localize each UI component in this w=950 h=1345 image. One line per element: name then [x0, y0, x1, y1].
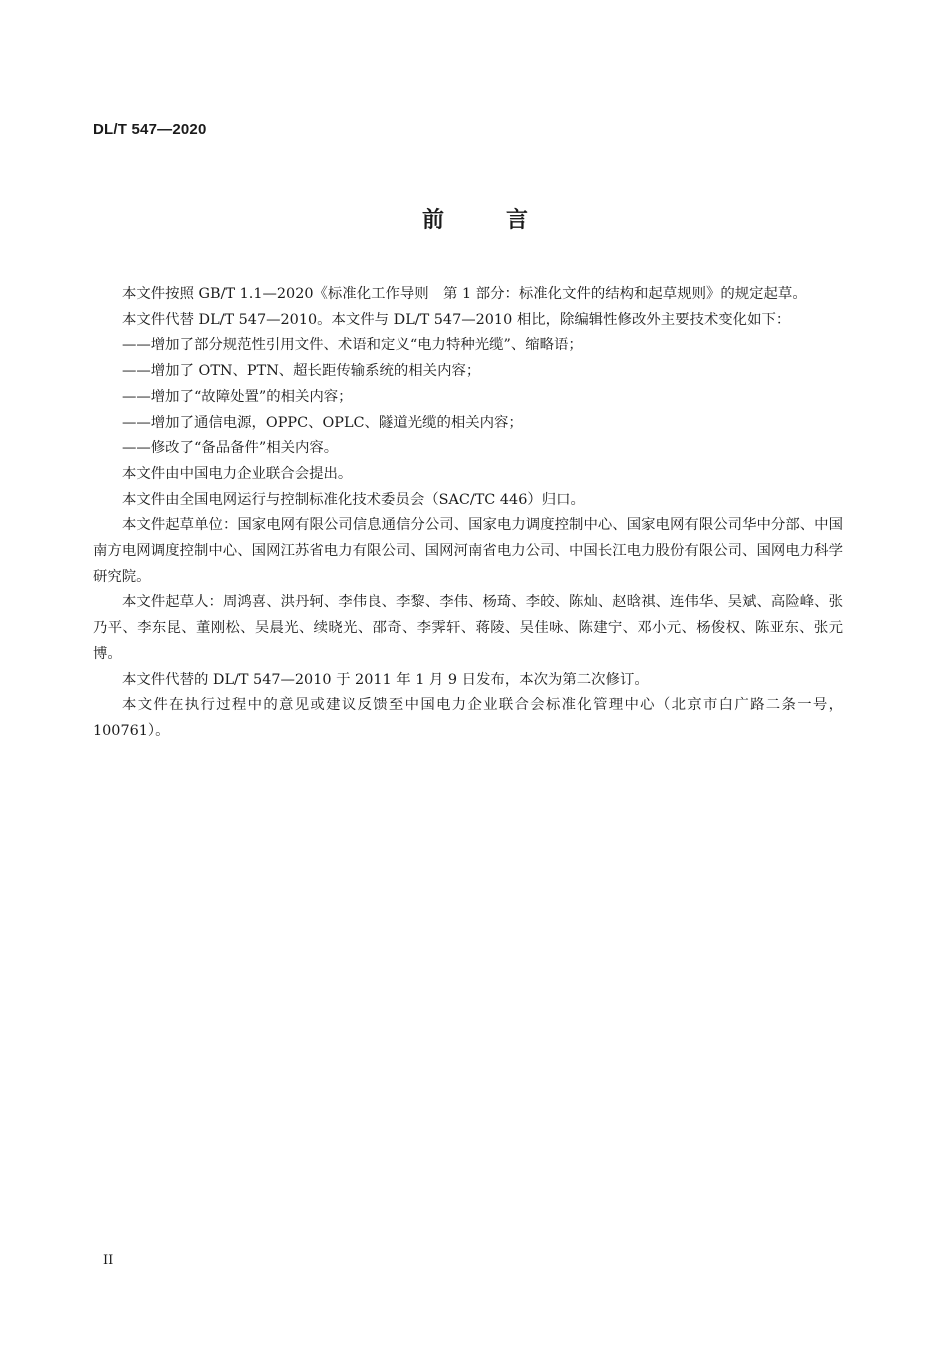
title-char-2: 言 [506, 208, 529, 233]
paragraph-drafting-units: 本文件起草单位：国家电网有限公司信息通信分公司、国家电力调度控制中心、国家电网有限公司华中分部、中国南方电网调度控制中心、国网江苏省电力有限公司、国网河南省电力公司、中国长江电力股份有限公司、国网电力科学研究院。 [93, 517, 843, 585]
page-number: II [103, 1253, 114, 1268]
paragraph-drafters: 本文件起草人：周鸿喜、洪丹轲、李伟良、李黎、李伟、杨琦、李皎、陈灿、赵晗祺、连伟华、吴斌、高险峰、张乃平、李东昆、董刚松、吴晨光、续晓光、邵奇、李霁轩、蒋陵、吴佳咏、陈建宁、邓小元、杨俊权、陈亚东、张元博。 [93, 594, 843, 662]
paragraph-history: 本文件代替的 DL/T 547—2010 于 2011 年 1 月 9 日发布，本次为第二次修订。 [122, 671, 649, 688]
paragraph-feedback: 本文件在执行过程中的意见或建议反馈至中国电力企业联合会标准化管理中心（北京市白广路二条一号，100761）。 [93, 697, 843, 739]
change-item: ——修改了“备品备件”相关内容。 [122, 440, 339, 457]
foreword-body [93, 282, 843, 745]
paragraph-committee: 本文件由全国电网运行与控制标准化技术委员会（SAC/TC 446）归口。 [122, 491, 585, 508]
change-item: ——增加了“故障处置”的相关内容； [122, 388, 353, 405]
paragraph-proposer: 本文件由中国电力企业联合会提出。 [122, 465, 353, 482]
paragraph-replacement: 本文件代替 DL/T 547—2010。本文件与 DL/T 547—2010 相比，除编辑性修改外主要技术变化如下： [122, 311, 791, 328]
title-char-1: 前 [421, 208, 444, 233]
change-item: ——增加了 OTN、PTN、超长距传输系统的相关内容； [122, 363, 481, 380]
change-item: ——增加了通信电源，OPPC、OPLC、隧道光缆的相关内容； [122, 414, 523, 431]
change-item: ——增加了部分规范性引用文件、术语和定义“电力特种光缆”、缩略语； [122, 337, 583, 354]
page-title [0, 203, 950, 234]
paragraph-drafting-basis: 本文件按照 GB/T 1.1—2020《标准化工作导则 第 1 部分：标准化文件的结构和起草规则》的规定起草。 [122, 286, 807, 302]
standard-code: DL/T 547—2020 [93, 121, 207, 138]
